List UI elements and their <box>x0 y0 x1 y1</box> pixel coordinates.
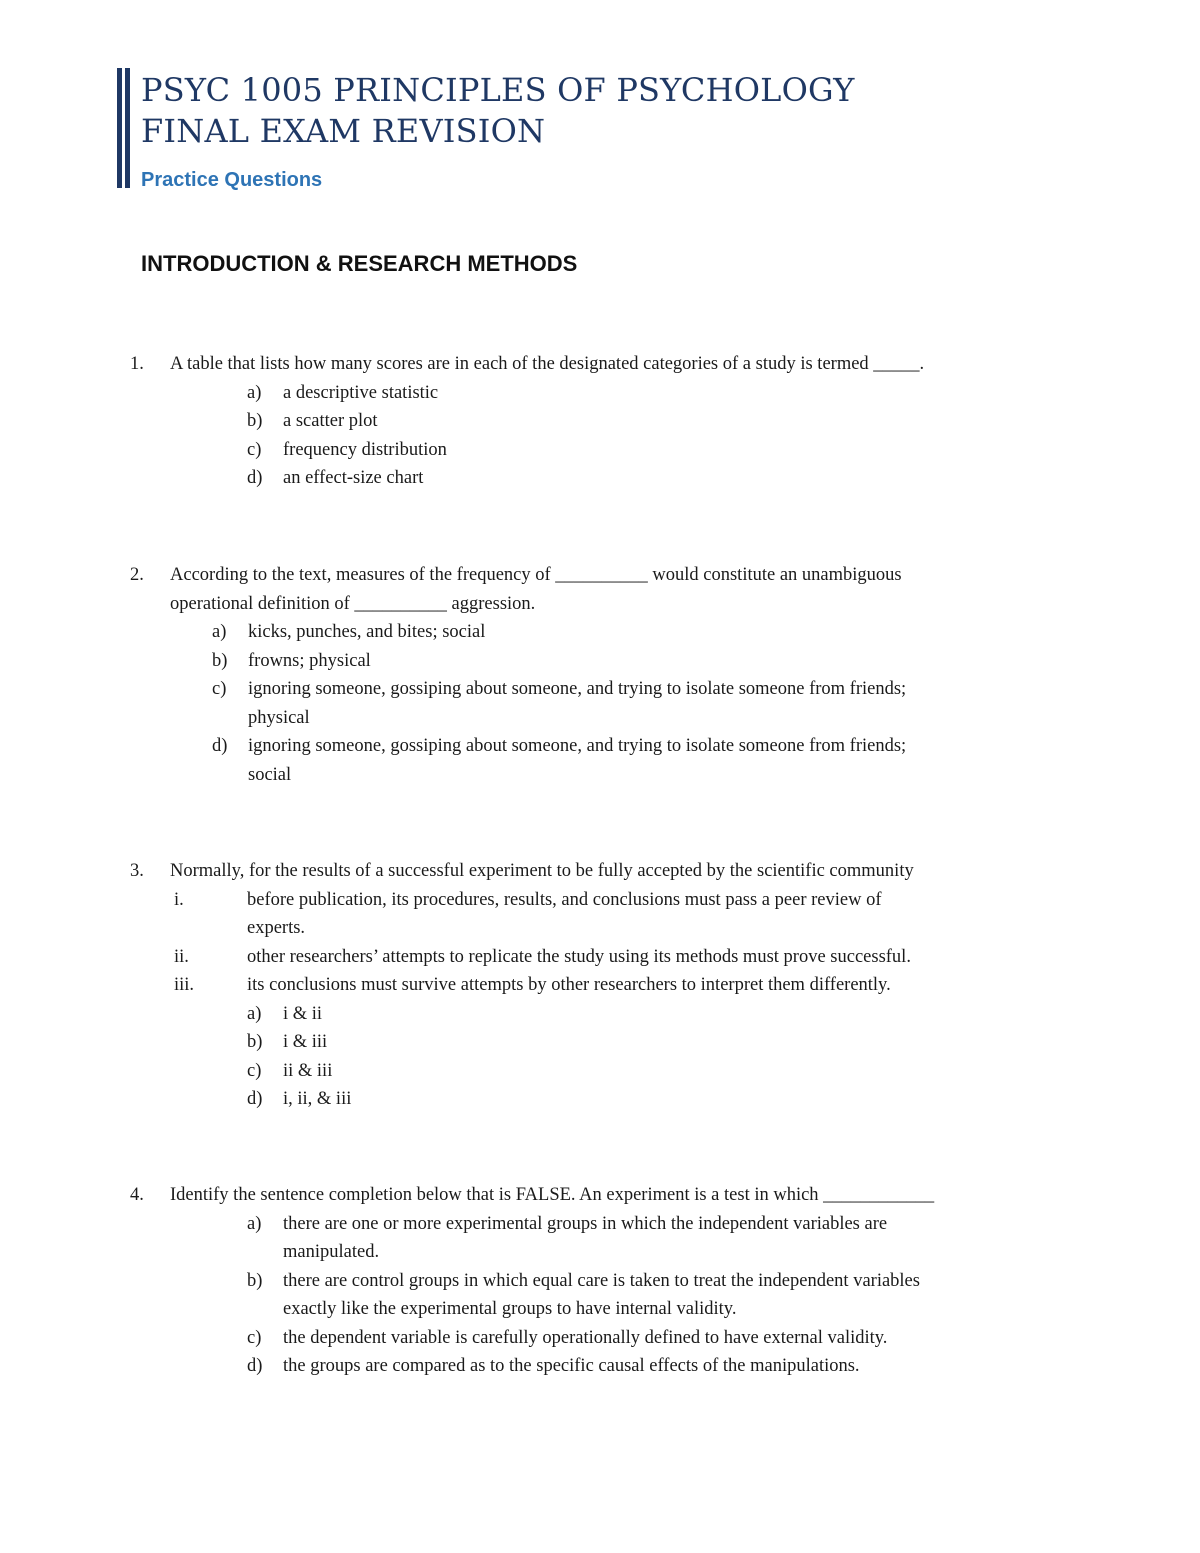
answer-option <box>0 407 1200 436</box>
answer-option <box>0 1057 1200 1086</box>
option-text: i & ii <box>283 1003 323 1024</box>
option-letter: c) <box>247 1327 262 1348</box>
option-text: a descriptive statistic <box>283 382 439 403</box>
accent-bar <box>125 68 130 188</box>
answer-option <box>0 675 1200 704</box>
statement-numeral: iii. <box>174 975 195 995</box>
option-letter: c) <box>247 439 262 460</box>
question-4 <box>0 1181 1200 1381</box>
answer-option <box>0 1267 1200 1296</box>
question-stem-line <box>0 857 1200 886</box>
option-text: an effect-size chart <box>283 468 424 488</box>
answer-option <box>0 1028 1200 1057</box>
option-text: ignoring someone, gossiping about someone, and trying to isolate someone from friends; <box>248 736 907 756</box>
option-text: the dependent variable is carefully operationally defined to have external validity. <box>283 1327 888 1348</box>
document-title-block <box>141 70 855 192</box>
option-text: there are one or more experimental groups in which the independent variables are <box>283 1213 888 1234</box>
option-text: ii & iii <box>283 1060 333 1081</box>
accent-bar <box>117 68 122 188</box>
option-text: there are control groups in which equal care is taken to treat the independent variables <box>283 1270 920 1291</box>
answer-option <box>0 436 1200 465</box>
option-text: frowns; physical <box>248 650 371 671</box>
answer-option <box>0 761 1200 790</box>
option-letter: a) <box>247 1213 262 1234</box>
question-2 <box>0 561 1200 789</box>
question-number: 1. <box>130 354 144 374</box>
question-number: 3. <box>130 861 144 881</box>
option-letter: a) <box>212 622 227 642</box>
question-text: A table that lists how many scores are in each of the designated categories of a study is termed _____. <box>170 354 925 374</box>
question-number: 2. <box>130 565 144 585</box>
question-text: Normally, for the results of a successful experiment to be fully accepted by the scientific community <box>170 861 914 881</box>
option-letter: b) <box>247 411 263 431</box>
question-3 <box>0 857 1200 1114</box>
option-letter: d) <box>212 736 228 756</box>
question-1 <box>0 350 1200 493</box>
question-text: operational definition of __________ aggression. <box>170 593 536 614</box>
option-letter: a) <box>247 382 262 403</box>
statement-numeral: i. <box>174 889 184 910</box>
statement-text: experts. <box>247 918 306 938</box>
answer-option <box>0 1085 1200 1114</box>
option-letter: a) <box>247 1003 262 1024</box>
option-text: manipulated. <box>283 1242 380 1262</box>
answer-option <box>0 1352 1200 1381</box>
option-letter: d) <box>247 1356 263 1376</box>
section-heading: INTRODUCTION & RESEARCH METHODS <box>141 251 578 276</box>
option-text: exactly like the experimental groups to have internal validity. <box>283 1299 737 1319</box>
option-text: i & iii <box>283 1032 328 1052</box>
option-text: i, ii, & iii <box>283 1089 352 1109</box>
option-text: frequency distribution <box>283 439 447 460</box>
title-accent-bars <box>117 68 131 188</box>
answer-option <box>0 704 1200 733</box>
question-stem-line <box>0 590 1200 619</box>
option-text: social <box>248 764 292 785</box>
option-letter: b) <box>247 1032 263 1052</box>
question-stem-line <box>0 1181 1200 1210</box>
statement-line <box>0 971 1200 1000</box>
statement-line <box>0 914 1200 943</box>
document-title-line-1: PSYC 1005 PRINCIPLES OF PSYCHOLOGY <box>141 71 855 109</box>
answer-option <box>0 464 1200 493</box>
option-letter: c) <box>247 1060 262 1081</box>
option-letter: c) <box>212 679 227 699</box>
answer-option <box>0 647 1200 676</box>
answer-option <box>0 1324 1200 1353</box>
option-letter: d) <box>247 1089 263 1109</box>
statement-line <box>0 886 1200 915</box>
option-letter: b) <box>212 650 228 671</box>
question-stem-line <box>0 561 1200 590</box>
answer-option <box>0 1238 1200 1267</box>
statement-text: other researchers’ attempts to replicate the study using its methods must prove successful. <box>247 946 911 967</box>
question-number: 4. <box>130 1185 144 1205</box>
option-text: kicks, punches, and bites; social <box>248 622 486 642</box>
document-subtitle: Practice Questions <box>141 169 323 191</box>
answer-option <box>0 732 1200 761</box>
question-text: According to the text, measures of the frequency of __________ would constitute an unambiguous <box>170 565 902 585</box>
answer-option <box>0 1295 1200 1324</box>
answer-option <box>0 1000 1200 1029</box>
option-text: physical <box>248 707 310 728</box>
answer-option <box>0 1210 1200 1239</box>
statement-text: before publication, its procedures, results, and conclusions must pass a peer review of <box>247 889 882 910</box>
document-title-line-2: FINAL EXAM REVISION <box>141 112 546 150</box>
option-letter: b) <box>247 1270 263 1291</box>
option-text: the groups are compared as to the specific causal effects of the manipulations. <box>283 1356 860 1376</box>
answer-option <box>0 379 1200 408</box>
option-text: a scatter plot <box>283 411 378 431</box>
statement-line <box>0 943 1200 972</box>
question-text: Identify the sentence completion below that is FALSE. An experiment is a test in which ____________ <box>170 1185 935 1205</box>
question-stem-line <box>0 350 1200 379</box>
option-letter: d) <box>247 468 263 488</box>
statement-text: its conclusions must survive attempts by other researchers to interpret them differently. <box>247 975 891 995</box>
statement-numeral: ii. <box>174 946 189 967</box>
answer-option <box>0 618 1200 647</box>
option-text: ignoring someone, gossiping about someone, and trying to isolate someone from friends; <box>248 679 907 699</box>
